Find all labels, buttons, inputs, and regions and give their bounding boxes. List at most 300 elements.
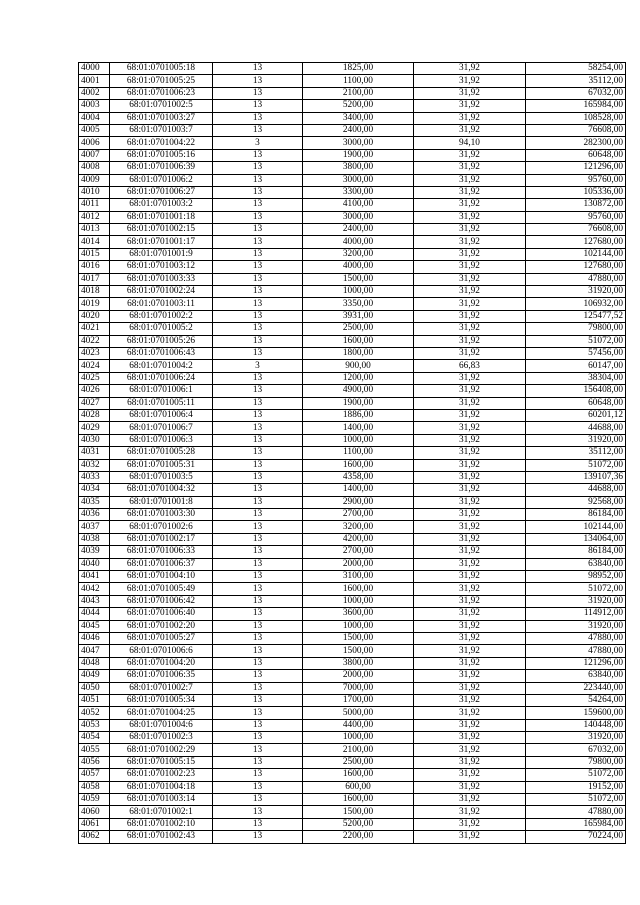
rate-cell: 31,92 xyxy=(414,100,526,112)
row-number-cell: 4050 xyxy=(79,682,110,694)
rate-cell: 31,92 xyxy=(414,248,526,260)
row-number-cell: 4002 xyxy=(79,87,110,99)
cadastral-number-cell: 68:01:0701006:43 xyxy=(110,347,213,359)
table-row xyxy=(79,533,626,545)
rate-cell: 31,92 xyxy=(414,595,526,607)
table-row xyxy=(79,595,626,607)
rate-cell: 31,92 xyxy=(414,385,526,397)
rate-cell: 31,92 xyxy=(414,818,526,830)
area-cell: 3931,00 xyxy=(303,310,414,322)
area-cell: 1400,00 xyxy=(303,422,414,434)
row-number-cell: 4062 xyxy=(79,831,110,843)
row-number-cell: 4007 xyxy=(79,149,110,161)
amount-cell: 67032,00 xyxy=(526,87,626,99)
category-cell: 13 xyxy=(213,323,303,335)
rate-cell: 31,92 xyxy=(414,199,526,211)
table-row xyxy=(79,273,626,285)
area-cell: 3300,00 xyxy=(303,186,414,198)
cadastral-number-cell: 68:01:0701001:18 xyxy=(110,211,213,223)
row-number-cell: 4039 xyxy=(79,546,110,558)
rate-cell: 31,92 xyxy=(414,496,526,508)
category-cell: 13 xyxy=(213,794,303,806)
area-cell: 1200,00 xyxy=(303,372,414,384)
category-cell: 13 xyxy=(213,707,303,719)
amount-cell: 60648,00 xyxy=(526,149,626,161)
rate-cell: 31,92 xyxy=(414,744,526,756)
rate-cell: 31,92 xyxy=(414,87,526,99)
category-cell: 13 xyxy=(213,447,303,459)
row-number-cell: 4014 xyxy=(79,236,110,248)
cadastral-number-cell: 68:01:0701003:33 xyxy=(110,273,213,285)
cadastral-number-cell: 68:01:0701006:1 xyxy=(110,385,213,397)
amount-cell: 105336,00 xyxy=(526,186,626,198)
category-cell: 13 xyxy=(213,422,303,434)
table-row xyxy=(79,608,626,620)
row-number-cell: 4037 xyxy=(79,521,110,533)
rate-cell: 94,10 xyxy=(414,137,526,149)
cadastral-number-cell: 68:01:0701002:23 xyxy=(110,769,213,781)
amount-cell: 60201,12 xyxy=(526,409,626,421)
area-cell: 1600,00 xyxy=(303,335,414,347)
area-cell: 1500,00 xyxy=(303,632,414,644)
table-row xyxy=(79,509,626,521)
table-row xyxy=(79,372,626,384)
cadastral-number-cell: 68:01:0701005:11 xyxy=(110,397,213,409)
category-cell: 13 xyxy=(213,732,303,744)
category-cell: 13 xyxy=(213,496,303,508)
table-row xyxy=(79,769,626,781)
rate-cell: 31,92 xyxy=(414,149,526,161)
cadastral-number-cell: 68:01:0701005:25 xyxy=(110,75,213,87)
cadastral-number-cell: 68:01:0701006:33 xyxy=(110,546,213,558)
cadastral-number-cell: 68:01:0701003:11 xyxy=(110,298,213,310)
rate-cell: 31,92 xyxy=(414,732,526,744)
row-number-cell: 4023 xyxy=(79,347,110,359)
area-cell: 1000,00 xyxy=(303,732,414,744)
row-number-cell: 4035 xyxy=(79,496,110,508)
cadastral-number-cell: 68:01:0701005:27 xyxy=(110,632,213,644)
area-cell: 600,00 xyxy=(303,781,414,793)
area-cell: 1000,00 xyxy=(303,595,414,607)
category-cell: 3 xyxy=(213,360,303,372)
table-row xyxy=(79,224,626,236)
category-cell: 13 xyxy=(213,719,303,731)
cadastral-number-cell: 68:01:0701003:7 xyxy=(110,124,213,136)
category-cell: 13 xyxy=(213,372,303,384)
amount-cell: 95760,00 xyxy=(526,211,626,223)
amount-cell: 106932,00 xyxy=(526,298,626,310)
cadastral-number-cell: 68:01:0701006:24 xyxy=(110,372,213,384)
area-cell: 1400,00 xyxy=(303,484,414,496)
table-row xyxy=(79,694,626,706)
row-number-cell: 4026 xyxy=(79,385,110,397)
amount-cell: 47880,00 xyxy=(526,273,626,285)
cadastral-number-cell: 68:01:0701006:7 xyxy=(110,422,213,434)
table-row xyxy=(79,459,626,471)
table-row xyxy=(79,645,626,657)
rate-cell: 31,92 xyxy=(414,583,526,595)
area-cell: 4358,00 xyxy=(303,471,414,483)
cadastral-number-cell: 68:01:0701005:18 xyxy=(110,63,213,75)
category-cell: 13 xyxy=(213,397,303,409)
category-cell: 13 xyxy=(213,769,303,781)
area-cell: 3350,00 xyxy=(303,298,414,310)
cadastral-number-cell: 68:01:0701002:43 xyxy=(110,831,213,843)
category-cell: 13 xyxy=(213,583,303,595)
cadastral-number-cell: 68:01:0701002:15 xyxy=(110,224,213,236)
cadastral-number-cell: 68:01:0701002:5 xyxy=(110,100,213,112)
area-cell: 1000,00 xyxy=(303,286,414,298)
amount-cell: 127680,00 xyxy=(526,261,626,273)
cadastral-number-cell: 68:01:0701005:28 xyxy=(110,447,213,459)
row-number-cell: 4009 xyxy=(79,174,110,186)
amount-cell: 60147,00 xyxy=(526,360,626,372)
rate-cell: 31,92 xyxy=(414,645,526,657)
row-number-cell: 4001 xyxy=(79,75,110,87)
row-number-cell: 4017 xyxy=(79,273,110,285)
amount-cell: 76608,00 xyxy=(526,124,626,136)
rate-cell: 31,92 xyxy=(414,707,526,719)
amount-cell: 38304,00 xyxy=(526,372,626,384)
cadastral-number-cell: 68:01:0701003:27 xyxy=(110,112,213,124)
area-cell: 2000,00 xyxy=(303,670,414,682)
category-cell: 13 xyxy=(213,682,303,694)
category-cell: 13 xyxy=(213,261,303,273)
amount-cell: 31920,00 xyxy=(526,286,626,298)
rate-cell: 31,92 xyxy=(414,459,526,471)
cadastral-number-cell: 68:01:0701004:10 xyxy=(110,571,213,583)
cadastral-number-cell: 68:01:0701006:40 xyxy=(110,608,213,620)
cadastral-number-cell: 68:01:0701003:30 xyxy=(110,509,213,521)
rate-cell: 31,92 xyxy=(414,794,526,806)
rate-cell: 31,92 xyxy=(414,657,526,669)
cadastral-number-cell: 68:01:0701005:16 xyxy=(110,149,213,161)
row-number-cell: 4029 xyxy=(79,422,110,434)
cadastral-number-cell: 68:01:0701006:3 xyxy=(110,434,213,446)
rate-cell: 31,92 xyxy=(414,831,526,843)
row-number-cell: 4025 xyxy=(79,372,110,384)
row-number-cell: 4049 xyxy=(79,670,110,682)
table-row xyxy=(79,211,626,223)
row-number-cell: 4021 xyxy=(79,323,110,335)
cadastral-number-cell: 68:01:0701002:17 xyxy=(110,533,213,545)
area-cell: 3200,00 xyxy=(303,521,414,533)
rate-cell: 31,92 xyxy=(414,174,526,186)
amount-cell: 51072,00 xyxy=(526,794,626,806)
table-row xyxy=(79,434,626,446)
area-cell: 4000,00 xyxy=(303,261,414,273)
rate-cell: 31,92 xyxy=(414,806,526,818)
category-cell: 13 xyxy=(213,286,303,298)
area-cell: 2500,00 xyxy=(303,323,414,335)
table-row xyxy=(79,236,626,248)
amount-cell: 102144,00 xyxy=(526,521,626,533)
table-row xyxy=(79,707,626,719)
row-number-cell: 4036 xyxy=(79,509,110,521)
category-cell: 13 xyxy=(213,459,303,471)
category-cell: 13 xyxy=(213,87,303,99)
row-number-cell: 4057 xyxy=(79,769,110,781)
parcel-table xyxy=(78,62,626,844)
table-row xyxy=(79,347,626,359)
row-number-cell: 4018 xyxy=(79,286,110,298)
category-cell: 13 xyxy=(213,670,303,682)
rate-cell: 31,92 xyxy=(414,670,526,682)
table-row xyxy=(79,310,626,322)
amount-cell: 31920,00 xyxy=(526,595,626,607)
category-cell: 13 xyxy=(213,632,303,644)
row-number-cell: 4052 xyxy=(79,707,110,719)
table-row xyxy=(79,732,626,744)
table-row xyxy=(79,657,626,669)
table-row xyxy=(79,174,626,186)
table-row xyxy=(79,87,626,99)
area-cell: 5200,00 xyxy=(303,100,414,112)
row-number-cell: 4059 xyxy=(79,794,110,806)
amount-cell: 165984,00 xyxy=(526,818,626,830)
category-cell: 13 xyxy=(213,248,303,260)
cadastral-number-cell: 68:01:0701001:17 xyxy=(110,236,213,248)
table-row xyxy=(79,583,626,595)
amount-cell: 44688,00 xyxy=(526,484,626,496)
category-cell: 13 xyxy=(213,174,303,186)
area-cell: 3600,00 xyxy=(303,608,414,620)
area-cell: 2500,00 xyxy=(303,756,414,768)
area-cell: 2100,00 xyxy=(303,87,414,99)
amount-cell: 121296,00 xyxy=(526,657,626,669)
cadastral-number-cell: 68:01:0701006:4 xyxy=(110,409,213,421)
category-cell: 13 xyxy=(213,657,303,669)
amount-cell: 223440,00 xyxy=(526,682,626,694)
row-number-cell: 4020 xyxy=(79,310,110,322)
table-row xyxy=(79,124,626,136)
amount-cell: 130872,00 xyxy=(526,199,626,211)
category-cell: 13 xyxy=(213,335,303,347)
area-cell: 2100,00 xyxy=(303,744,414,756)
rate-cell: 31,92 xyxy=(414,236,526,248)
rate-cell: 31,92 xyxy=(414,620,526,632)
category-cell: 13 xyxy=(213,620,303,632)
area-cell: 1900,00 xyxy=(303,397,414,409)
row-number-cell: 4005 xyxy=(79,124,110,136)
cadastral-number-cell: 68:01:0701002:20 xyxy=(110,620,213,632)
category-cell: 13 xyxy=(213,484,303,496)
document-page xyxy=(78,62,626,844)
category-cell: 13 xyxy=(213,509,303,521)
rate-cell: 31,92 xyxy=(414,434,526,446)
row-number-cell: 4000 xyxy=(79,63,110,75)
row-number-cell: 4008 xyxy=(79,162,110,174)
area-cell: 7000,00 xyxy=(303,682,414,694)
amount-cell: 134064,00 xyxy=(526,533,626,545)
rate-cell: 31,92 xyxy=(414,632,526,644)
row-number-cell: 4058 xyxy=(79,781,110,793)
cadastral-number-cell: 68:01:0701006:35 xyxy=(110,670,213,682)
amount-cell: 57456,00 xyxy=(526,347,626,359)
category-cell: 13 xyxy=(213,124,303,136)
row-number-cell: 4012 xyxy=(79,211,110,223)
cadastral-number-cell: 68:01:0701003:14 xyxy=(110,794,213,806)
row-number-cell: 4056 xyxy=(79,756,110,768)
amount-cell: 35112,00 xyxy=(526,447,626,459)
row-number-cell: 4011 xyxy=(79,199,110,211)
cadastral-number-cell: 68:01:0701004:25 xyxy=(110,707,213,719)
amount-cell: 95760,00 xyxy=(526,174,626,186)
cadastral-number-cell: 68:01:0701005:34 xyxy=(110,694,213,706)
table-row xyxy=(79,744,626,756)
area-cell: 2200,00 xyxy=(303,831,414,843)
category-cell: 13 xyxy=(213,831,303,843)
row-number-cell: 4028 xyxy=(79,409,110,421)
amount-cell: 79800,00 xyxy=(526,756,626,768)
cadastral-number-cell: 68:01:0701005:26 xyxy=(110,335,213,347)
row-number-cell: 4016 xyxy=(79,261,110,273)
row-number-cell: 4053 xyxy=(79,719,110,731)
amount-cell: 79800,00 xyxy=(526,323,626,335)
table-row xyxy=(79,162,626,174)
amount-cell: 140448,00 xyxy=(526,719,626,731)
category-cell: 13 xyxy=(213,112,303,124)
category-cell: 13 xyxy=(213,533,303,545)
category-cell: 3 xyxy=(213,137,303,149)
area-cell: 3200,00 xyxy=(303,248,414,260)
category-cell: 13 xyxy=(213,236,303,248)
category-cell: 13 xyxy=(213,63,303,75)
table-row xyxy=(79,794,626,806)
table-row xyxy=(79,447,626,459)
row-number-cell: 4054 xyxy=(79,732,110,744)
rate-cell: 31,92 xyxy=(414,471,526,483)
row-number-cell: 4027 xyxy=(79,397,110,409)
area-cell: 3100,00 xyxy=(303,571,414,583)
amount-cell: 92568,00 xyxy=(526,496,626,508)
table-row xyxy=(79,719,626,731)
amount-cell: 51072,00 xyxy=(526,769,626,781)
area-cell: 1600,00 xyxy=(303,583,414,595)
table-row xyxy=(79,484,626,496)
category-cell: 13 xyxy=(213,608,303,620)
cadastral-number-cell: 68:01:0701002:10 xyxy=(110,818,213,830)
amount-cell: 47880,00 xyxy=(526,632,626,644)
area-cell: 1500,00 xyxy=(303,645,414,657)
cadastral-number-cell: 68:01:0701003:5 xyxy=(110,471,213,483)
cadastral-number-cell: 68:01:0701005:31 xyxy=(110,459,213,471)
rate-cell: 31,92 xyxy=(414,608,526,620)
table-row xyxy=(79,756,626,768)
rate-cell: 31,92 xyxy=(414,310,526,322)
table-row xyxy=(79,806,626,818)
amount-cell: 86184,00 xyxy=(526,509,626,521)
amount-cell: 31920,00 xyxy=(526,732,626,744)
area-cell: 3000,00 xyxy=(303,211,414,223)
area-cell: 3400,00 xyxy=(303,112,414,124)
rate-cell: 31,92 xyxy=(414,75,526,87)
cadastral-number-cell: 68:01:0701004:22 xyxy=(110,137,213,149)
area-cell: 1100,00 xyxy=(303,75,414,87)
rate-cell: 31,92 xyxy=(414,323,526,335)
rate-cell: 31,92 xyxy=(414,261,526,273)
area-cell: 1100,00 xyxy=(303,447,414,459)
row-number-cell: 4044 xyxy=(79,608,110,620)
amount-cell: 35112,00 xyxy=(526,75,626,87)
rate-cell: 31,92 xyxy=(414,694,526,706)
amount-cell: 31920,00 xyxy=(526,434,626,446)
area-cell: 4000,00 xyxy=(303,236,414,248)
area-cell: 3000,00 xyxy=(303,137,414,149)
row-number-cell: 4060 xyxy=(79,806,110,818)
rate-cell: 31,92 xyxy=(414,509,526,521)
amount-cell: 165984,00 xyxy=(526,100,626,112)
category-cell: 13 xyxy=(213,806,303,818)
table-row xyxy=(79,781,626,793)
cadastral-number-cell: 68:01:0701006:23 xyxy=(110,87,213,99)
amount-cell: 44688,00 xyxy=(526,422,626,434)
table-row xyxy=(79,335,626,347)
amount-cell: 54264,00 xyxy=(526,694,626,706)
area-cell: 5200,00 xyxy=(303,818,414,830)
rate-cell: 31,92 xyxy=(414,571,526,583)
area-cell: 1600,00 xyxy=(303,794,414,806)
area-cell: 2400,00 xyxy=(303,224,414,236)
row-number-cell: 4031 xyxy=(79,447,110,459)
area-cell: 900,00 xyxy=(303,360,414,372)
amount-cell: 98952,00 xyxy=(526,571,626,583)
category-cell: 13 xyxy=(213,409,303,421)
amount-cell: 114912,00 xyxy=(526,608,626,620)
row-number-cell: 4034 xyxy=(79,484,110,496)
rate-cell: 31,92 xyxy=(414,112,526,124)
area-cell: 1000,00 xyxy=(303,434,414,446)
table-row xyxy=(79,63,626,75)
rate-cell: 31,92 xyxy=(414,756,526,768)
category-cell: 13 xyxy=(213,471,303,483)
rate-cell: 66,83 xyxy=(414,360,526,372)
amount-cell: 51072,00 xyxy=(526,335,626,347)
cadastral-number-cell: 68:01:0701001:9 xyxy=(110,248,213,260)
amount-cell: 125477,52 xyxy=(526,310,626,322)
rate-cell: 31,92 xyxy=(414,484,526,496)
cadastral-number-cell: 68:01:0701002:6 xyxy=(110,521,213,533)
amount-cell: 19152,00 xyxy=(526,781,626,793)
cadastral-number-cell: 68:01:0701003:2 xyxy=(110,199,213,211)
amount-cell: 86184,00 xyxy=(526,546,626,558)
row-number-cell: 4030 xyxy=(79,434,110,446)
area-cell: 1500,00 xyxy=(303,273,414,285)
rate-cell: 31,92 xyxy=(414,298,526,310)
area-cell: 1825,00 xyxy=(303,63,414,75)
category-cell: 13 xyxy=(213,75,303,87)
row-number-cell: 4061 xyxy=(79,818,110,830)
rate-cell: 31,92 xyxy=(414,273,526,285)
area-cell: 1500,00 xyxy=(303,806,414,818)
rate-cell: 31,92 xyxy=(414,447,526,459)
area-cell: 2400,00 xyxy=(303,124,414,136)
area-cell: 2700,00 xyxy=(303,509,414,521)
category-cell: 13 xyxy=(213,186,303,198)
area-cell: 4200,00 xyxy=(303,533,414,545)
category-cell: 13 xyxy=(213,224,303,236)
cadastral-number-cell: 68:01:0701002:24 xyxy=(110,286,213,298)
rate-cell: 31,92 xyxy=(414,422,526,434)
row-number-cell: 4043 xyxy=(79,595,110,607)
table-row xyxy=(79,632,626,644)
row-number-cell: 4032 xyxy=(79,459,110,471)
table-row xyxy=(79,112,626,124)
category-cell: 13 xyxy=(213,781,303,793)
table-row xyxy=(79,471,626,483)
area-cell: 1800,00 xyxy=(303,347,414,359)
area-cell: 4400,00 xyxy=(303,719,414,731)
